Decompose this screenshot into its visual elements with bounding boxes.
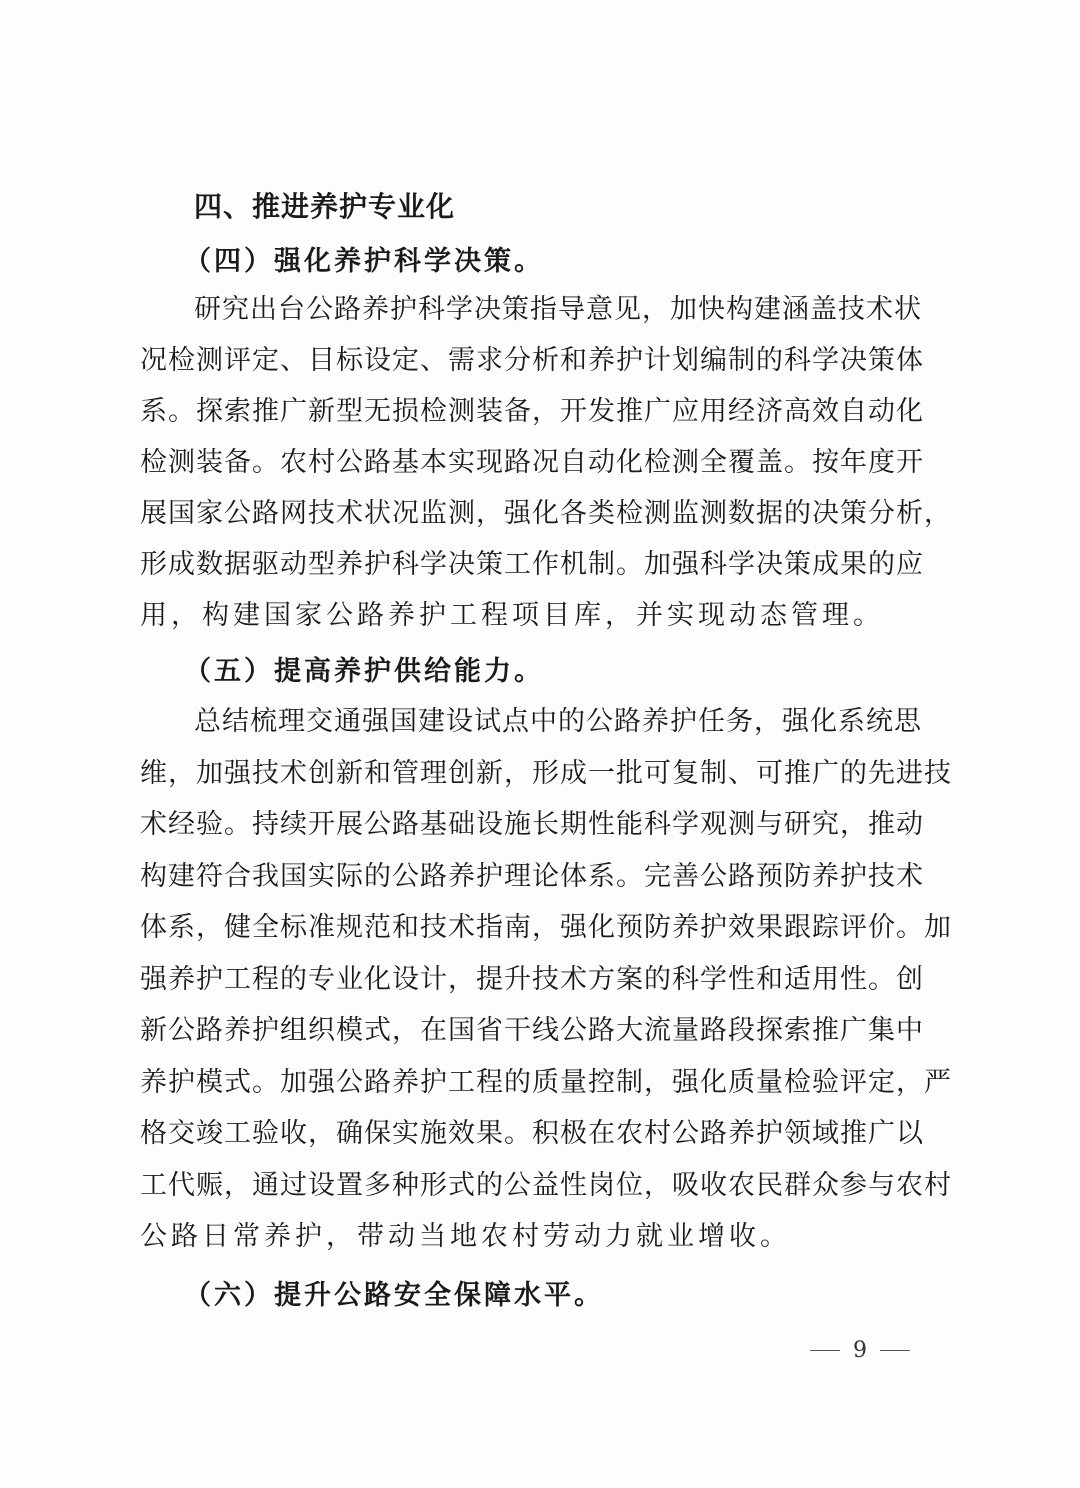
paragraph-line: 新公路养护组织模式，在国省干线公路大流量路段探索推广集中 (140, 1015, 924, 1046)
page-number-dash-right (880, 1350, 910, 1351)
paragraph-line: 总结梳理交通强国建设试点中的公路养护任务，强化系统思 (194, 706, 922, 737)
subsection-title-5: （五）提高养护供给能力。 (184, 656, 544, 687)
subsection-title-4: （四）强化养护科学决策。 (184, 246, 544, 277)
paragraph-line: 体系，健全标准规范和技术指南，强化预防养护效果跟踪评价。加 (140, 912, 952, 943)
paragraph-line: 公路日常养护，带动当地农村劳动力就业增收。 (140, 1221, 791, 1252)
paragraph-line: 强养护工程的专业化设计，提升技术方案的科学性和适用性。创 (140, 964, 924, 995)
page-number (810, 1333, 910, 1367)
paragraph-line: 工代赈，通过设置多种形式的公益性岗位，吸收农民群众参与农村 (140, 1170, 952, 1201)
page-number-value: 9 (853, 1337, 867, 1363)
paragraph-line: 展国家公路网技术状况监测，强化各类检测监测数据的决策分析， (140, 498, 952, 529)
subsection-title-6: （六）提升公路安全保障水平。 (184, 1280, 604, 1311)
paragraph-line: 格交竣工验收，确保实施效果。积极在农村公路养护领域推广以 (140, 1118, 924, 1149)
paragraph-line: 况检测评定、目标设定、需求分析和养护计划编制的科学决策体 (140, 345, 924, 376)
paragraph-line: 术经验。持续开展公路基础设施长期性能科学观测与研究，推动 (140, 809, 924, 840)
paragraph-line: 形成数据驱动型养护科学决策工作机制。加强科学决策成果的应 (140, 549, 924, 580)
paragraph-line: 系。探索推广新型无损检测装备，开发推广应用经济高效自动化 (140, 396, 924, 427)
paragraph-line: 构建符合我国实际的公路养护理论体系。完善公路预防养护技术 (140, 861, 924, 892)
paragraph-line: 检测装备。农村公路基本实现路况自动化检测全覆盖。按年度开 (140, 447, 924, 478)
paragraph-line: 维，加强技术创新和管理创新，形成一批可复制、可推广的先进技 (140, 758, 952, 789)
section-heading: 四、推进养护专业化 (194, 190, 456, 223)
paragraph-line: 研究出台公路养护科学决策指导意见，加快构建涵盖技术状 (194, 294, 922, 325)
page-number-dash-left (810, 1350, 840, 1351)
paragraph-line: 养护模式。加强公路养护工程的质量控制，强化质量检验评定，严 (140, 1067, 952, 1098)
paragraph-line: 用，构建国家公路养护工程项目库，并实现动态管理。 (140, 600, 884, 631)
